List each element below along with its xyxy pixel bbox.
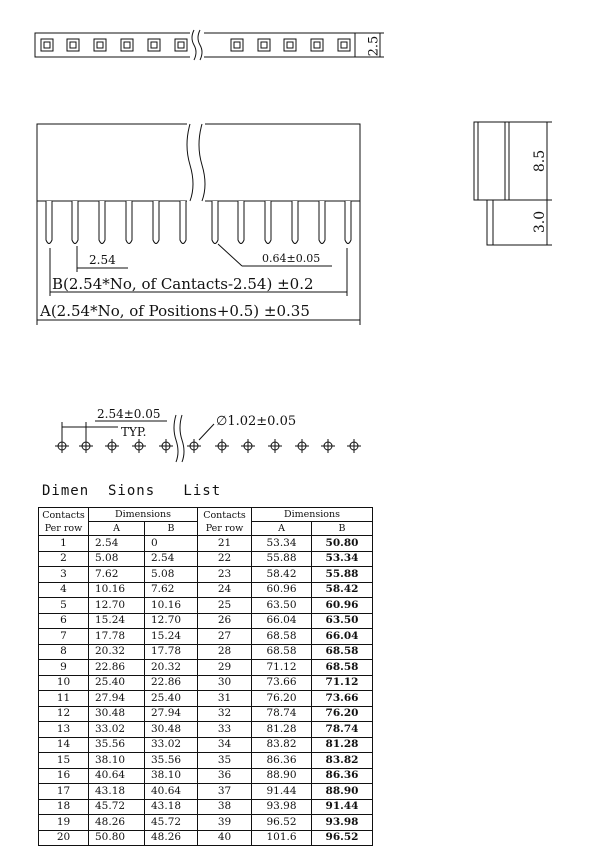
side-view (474, 122, 509, 245)
contacts-cell: 6 (39, 613, 89, 629)
contacts-cell: 1 (39, 536, 89, 552)
dimension-a-cell-right: 76.20 (252, 691, 312, 707)
dimension-b-cell: 12.70 (145, 613, 198, 629)
contacts-cell-right: 36 (198, 768, 252, 784)
table-row (39, 753, 373, 769)
dimension-a-cell: 22.86 (89, 660, 145, 676)
column-a-header: A (89, 522, 145, 536)
column-b-header: B (145, 522, 198, 536)
table-row (39, 799, 373, 815)
table-row (39, 567, 373, 583)
contacts-cell-right: 31 (198, 691, 252, 707)
dimension-b-label: B(2.54*No, of Cantacts-2.54) ±0.2 (52, 275, 314, 293)
dimension-b-cell-right: 55.88 (312, 567, 373, 583)
dimension-b-cell-right: 50.80 (312, 536, 373, 552)
top-view-hole (41, 39, 53, 51)
top-view-hole-inner (44, 42, 50, 48)
table-row (39, 644, 373, 660)
dimension-b-cell: 33.02 (145, 737, 198, 753)
table-row (39, 815, 373, 831)
contacts-cell: 20 (39, 830, 89, 846)
dimension-b-cell-right: 91.44 (312, 799, 373, 815)
front-view-break (187, 120, 205, 250)
top-view-hole-inner (314, 42, 320, 48)
dimension-b-cell: 5.08 (145, 567, 198, 583)
contacts-cell-right: 37 (198, 784, 252, 800)
contacts-cell: 17 (39, 784, 89, 800)
dimension-b-cell: 35.56 (145, 753, 198, 769)
dimension-b-cell: 40.64 (145, 784, 198, 800)
dimension-a-cell-right: 91.44 (252, 784, 312, 800)
dimension-b-cell: 43.18 (145, 799, 198, 815)
dimension-a-cell: 30.48 (89, 706, 145, 722)
contacts-cell-right: 26 (198, 613, 252, 629)
contacts-header-line2: Per row (44, 522, 83, 534)
top-view-height-label: 2.5 (366, 35, 382, 57)
dimension-a-cell: 12.70 (89, 598, 145, 614)
contacts-cell: 9 (39, 660, 89, 676)
dimension-a-cell: 38.10 (89, 753, 145, 769)
dimension-b-cell-right: 88.90 (312, 784, 373, 800)
dimension-b-cell: 30.48 (145, 722, 198, 738)
top-view-hole (258, 39, 270, 51)
table-row (39, 660, 373, 676)
contacts-cell: 7 (39, 629, 89, 645)
dimension-a-cell: 2.54 (89, 536, 145, 552)
top-view-hole (94, 39, 106, 51)
dimension-a-cell-right: 63.50 (252, 598, 312, 614)
top-view-hole (175, 39, 187, 51)
contacts-cell-right: 40 (198, 830, 252, 846)
dimension-b-cell: 45.72 (145, 815, 198, 831)
table-row (39, 830, 373, 846)
dimension-b-cell-right: 96.52 (312, 830, 373, 846)
top-view-hole-inner (341, 42, 347, 48)
dimension-b-cell-right: 86.36 (312, 768, 373, 784)
table-row (39, 613, 373, 629)
table-row (39, 536, 373, 552)
top-view-hole (311, 39, 323, 51)
contacts-cell: 14 (39, 737, 89, 753)
top-view-hole-inner (234, 42, 240, 48)
contacts-cell-right: 34 (198, 737, 252, 753)
dimension-a-cell-right: 53.34 (252, 536, 312, 552)
dimension-b-cell-right: 68.58 (312, 644, 373, 660)
dimension-b-cell: 0 (145, 536, 198, 552)
table-row (39, 691, 373, 707)
contacts-cell-right: 28 (198, 644, 252, 660)
contacts-cell-right: 27 (198, 629, 252, 645)
dimension-a-cell: 27.94 (89, 691, 145, 707)
contacts-cell-right: 32 (198, 706, 252, 722)
dimension-b-cell-right: 68.58 (312, 660, 373, 676)
top-view-hole (284, 39, 296, 51)
contacts-cell: 18 (39, 799, 89, 815)
table-row (39, 598, 373, 614)
front-view-pin (212, 201, 218, 244)
table-row (39, 629, 373, 645)
front-view-pin (319, 201, 325, 244)
contacts-cell: 16 (39, 768, 89, 784)
contacts-cell-right: 24 (198, 582, 252, 598)
column-b-header-right: B (312, 522, 373, 536)
dimension-a-cell-right: 88.90 (252, 768, 312, 784)
dimension-a-cell-right: 60.96 (252, 582, 312, 598)
contacts-cell-right: 23 (198, 567, 252, 583)
dimension-b-cell: 20.32 (145, 660, 198, 676)
column-a-header-right: A (252, 522, 312, 536)
top-view-hole-inner (97, 42, 103, 48)
table-row (39, 675, 373, 691)
dimension-b-cell: 15.24 (145, 629, 198, 645)
dimension-a-cell-right: 93.98 (252, 799, 312, 815)
contacts-cell: 3 (39, 567, 89, 583)
contacts-cell-right: 39 (198, 815, 252, 831)
dimension-a-cell: 20.32 (89, 644, 145, 660)
dimension-b-cell-right: 63.50 (312, 613, 373, 629)
top-view-hole (67, 39, 79, 51)
table-row (39, 737, 373, 753)
table-body (39, 536, 373, 846)
front-view-pin (265, 201, 271, 244)
dimension-a-cell: 15.24 (89, 613, 145, 629)
table-header-row (39, 508, 373, 522)
contacts-cell-right: 33 (198, 722, 252, 738)
table-row (39, 582, 373, 598)
side-view-body-height: 8.5 (532, 149, 548, 173)
top-view-hole-inner (178, 42, 184, 48)
dimension-b-cell-right: 81.28 (312, 737, 373, 753)
dimension-b-cell: 17.78 (145, 644, 198, 660)
contacts-header (39, 508, 89, 536)
dimension-a-cell: 35.56 (89, 737, 145, 753)
table-row (39, 768, 373, 784)
dimension-b-cell: 7.62 (145, 582, 198, 598)
contacts-cell: 5 (39, 598, 89, 614)
contacts-cell: 10 (39, 675, 89, 691)
top-view-hole (338, 39, 350, 51)
pcb-hole-leader (199, 424, 214, 440)
dimensions-header: Dimensions (89, 508, 198, 522)
dimensions-list-heading: Dimen Sions List (42, 483, 222, 499)
dimension-a-cell: 48.26 (89, 815, 145, 831)
contacts-cell: 15 (39, 753, 89, 769)
front-view-pin (292, 201, 298, 244)
front-view-pin (72, 201, 78, 244)
dimension-b-cell-right: 93.98 (312, 815, 373, 831)
dimension-b-cell-right: 83.82 (312, 753, 373, 769)
dimension-a-cell: 43.18 (89, 784, 145, 800)
front-view-pin (126, 201, 132, 244)
dimension-b-cell: 48.26 (145, 830, 198, 846)
pin-width-label: 0.64±0.05 (262, 252, 321, 265)
dimension-b-cell: 27.94 (145, 706, 198, 722)
pin-pitch-label: 2.54 (89, 253, 116, 267)
dimension-a-cell: 45.72 (89, 799, 145, 815)
dimension-b-cell-right: 58.42 (312, 582, 373, 598)
dimension-a-cell-right: 101.6 (252, 830, 312, 846)
dimension-a-cell-right: 68.58 (252, 644, 312, 660)
front-view-pin (345, 201, 351, 244)
top-view-hole (148, 39, 160, 51)
dimension-a-cell: 25.40 (89, 675, 145, 691)
dimension-a-cell-right: 86.36 (252, 753, 312, 769)
dimension-b-cell: 38.10 (145, 768, 198, 784)
top-view-hole-inner (70, 42, 76, 48)
front-view-pin (99, 201, 105, 244)
top-view-hole-inner (151, 42, 157, 48)
pcb-hole-label: ∅1.02±0.05 (216, 414, 297, 429)
top-view-hole-inner (261, 42, 267, 48)
contacts-cell: 4 (39, 582, 89, 598)
contacts-cell-right: 29 (198, 660, 252, 676)
dimension-a-cell-right: 73.66 (252, 675, 312, 691)
dimension-a-cell-right: 55.88 (252, 551, 312, 567)
table-row (39, 706, 373, 722)
dimension-b-cell-right: 78.74 (312, 722, 373, 738)
dimension-b-cell-right: 60.96 (312, 598, 373, 614)
front-view-pin (46, 201, 52, 244)
table-row (39, 784, 373, 800)
top-view-hole-inner (124, 42, 130, 48)
dimension-b-cell-right: 73.66 (312, 691, 373, 707)
contacts-cell-right: 30 (198, 675, 252, 691)
front-view-pin (180, 201, 186, 244)
contacts-cell-right: 22 (198, 551, 252, 567)
dimensions-table (38, 507, 373, 846)
dimension-a-cell-right: 96.52 (252, 815, 312, 831)
pcb-pitch-typ-label: TYP. (121, 425, 147, 439)
contacts-cell: 19 (39, 815, 89, 831)
contacts-cell: 11 (39, 691, 89, 707)
dimension-a-cell-right: 68.58 (252, 629, 312, 645)
front-view-pin (238, 201, 244, 244)
dimension-a-cell: 50.80 (89, 830, 145, 846)
contacts-cell: 8 (39, 644, 89, 660)
table-row (39, 722, 373, 738)
top-view-hole-inner (287, 42, 293, 48)
dimension-b-cell-right: 71.12 (312, 675, 373, 691)
contacts-header-right (198, 508, 252, 536)
top-view-break (190, 30, 204, 60)
dimension-b-cell-right: 66.04 (312, 629, 373, 645)
contacts-cell-right: 35 (198, 753, 252, 769)
contacts-cell-right: 25 (198, 598, 252, 614)
contacts-header-line1: Contacts (42, 509, 85, 521)
contacts-header-right-line2: Per row (205, 522, 244, 534)
front-view-pin (153, 201, 159, 244)
pcb-pitch-label: 2.54±0.05 (97, 407, 161, 421)
table-row (39, 551, 373, 567)
dimension-a-cell: 17.78 (89, 629, 145, 645)
dimension-b-cell: 2.54 (145, 551, 198, 567)
side-view-pin-length: 3.0 (532, 210, 548, 234)
contacts-header-right-line1: Contacts (203, 509, 246, 521)
dimension-a-cell: 40.64 (89, 768, 145, 784)
top-view-hole (121, 39, 133, 51)
dimension-a-cell: 10.16 (89, 582, 145, 598)
pcb-pitch-dimension (62, 421, 167, 440)
pcb-hole-pattern (55, 439, 361, 453)
dimension-b-cell: 10.16 (145, 598, 198, 614)
dimension-b-cell-right: 53.34 (312, 551, 373, 567)
dimension-a-cell-right: 58.42 (252, 567, 312, 583)
dimension-a-cell-right: 81.28 (252, 722, 312, 738)
dimensions-header-right: Dimensions (252, 508, 373, 522)
contacts-cell-right: 38 (198, 799, 252, 815)
dimension-a-cell-right: 71.12 (252, 660, 312, 676)
top-view-hole (231, 39, 243, 51)
dimension-a-cell: 33.02 (89, 722, 145, 738)
dimension-b-cell-right: 76.20 (312, 706, 373, 722)
contacts-cell: 2 (39, 551, 89, 567)
dimension-a-cell: 5.08 (89, 551, 145, 567)
dimension-a-cell: 7.62 (89, 567, 145, 583)
pcb-break (174, 415, 184, 462)
dimension-a-cell-right: 83.82 (252, 737, 312, 753)
contacts-cell: 12 (39, 706, 89, 722)
dimension-a-label: A(2.54*No, of Positions+0.5) ±0.35 (40, 302, 310, 320)
contacts-cell-right: 21 (198, 536, 252, 552)
dimension-a-cell-right: 78.74 (252, 706, 312, 722)
dimension-a-cell-right: 66.04 (252, 613, 312, 629)
dimension-b-cell: 25.40 (145, 691, 198, 707)
dimension-b-cell: 22.86 (145, 675, 198, 691)
contacts-cell: 13 (39, 722, 89, 738)
